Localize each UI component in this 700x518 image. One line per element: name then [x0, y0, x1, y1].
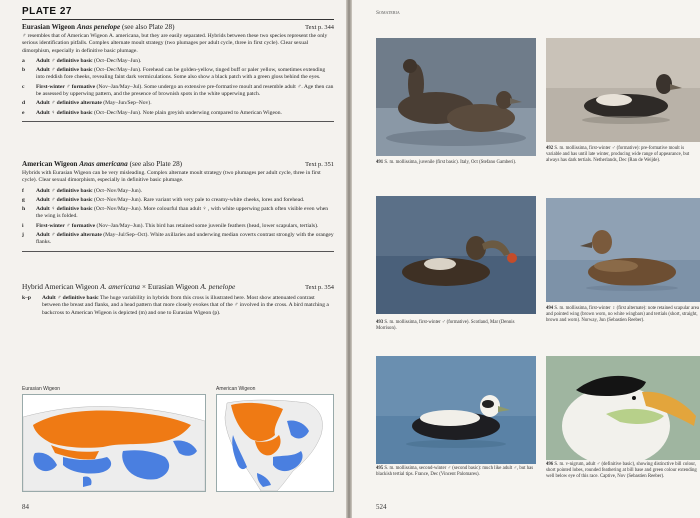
eider-photo-494 [546, 198, 700, 302]
caption-number: 491 [376, 160, 384, 165]
species-latin: Anas americana [79, 160, 128, 168]
map-label: Eurasian Wigeon [22, 386, 61, 392]
entry-list [22, 58, 334, 117]
title-rule [22, 19, 334, 20]
section-eurasian-wigeon [22, 23, 334, 122]
photo-491 [376, 38, 536, 156]
entry-item [22, 295, 334, 317]
entry-label: First-winter ♂ formative [36, 222, 96, 229]
entry-letter: j [22, 232, 24, 239]
species-latin: A. americana [100, 282, 141, 291]
map-eurasian-wigeon [22, 394, 206, 492]
entry-item [22, 58, 334, 65]
entry-label: Adult ♀ definitive basic [36, 109, 93, 116]
species-name-2: × Eurasian Wigeon [140, 282, 201, 291]
entry-letter: b [22, 67, 26, 74]
see-also: (see also Plate 28) [121, 23, 175, 31]
entry-label: Adult ♂ definitive basic [36, 57, 93, 64]
caption-text: S. m. mollissima, first-winter ♀ (first alternate): note retained scapular area and pointed wing (brown worn, no white wingbars) and tertials (short, straight, brown and worn). Norway, Jun (Sebastien Reeber). [546, 306, 700, 323]
see-also: (see also Plate 28) [129, 160, 183, 168]
species-name: Eurasian Wigeon [22, 23, 76, 31]
entry-label: First-winter ♂ formative [36, 83, 96, 90]
eider-photo-491 [376, 38, 536, 156]
entry-item [22, 67, 334, 82]
entry-text: (May–Jun/Sep–Nov). [103, 100, 152, 107]
entry-item [22, 206, 334, 221]
entry-text: (Oct–Dec/May–Jun). [93, 57, 142, 64]
entry-text: (Oct–Dec/May–Jun). Forehead can be golden-yellow, tinged buff or paler yellow, sometimes extending into reddish fore cheeks, revealing faint dark vermiculations. Some also show a black patch with a green gloss behind the eyes. [36, 67, 326, 81]
section-american-wigeon [22, 160, 334, 252]
caption-text: S. m. mollissima, first-winter ♂ (formative): pre-formative moult is variable and has until late winter, producing wide range of appearance, but always has dark tertials. Netherlands, Dec (Ran de Weijde). [546, 146, 690, 163]
eider-photo-495 [376, 356, 536, 464]
running-head: Somateria [376, 10, 400, 16]
entry-item [22, 223, 334, 230]
entry-letter: f [22, 187, 24, 194]
entry-letter: g [22, 196, 25, 203]
section-rule [22, 251, 334, 252]
caption-text: S. m. mollissima, first-winter ♂ (formative). Scotland, Mar (Dennis Morrison). [376, 320, 515, 331]
range-map-america [217, 395, 333, 491]
section-rule [22, 121, 334, 122]
entry-item [22, 84, 334, 99]
entry-letter: c [22, 83, 25, 90]
caption-text: S. m. v-nigrum, adult ♂ (definitive basic), showing distinctive bill colour, short pointed lobes, rounded feathering at bill base and green colour extending well below eye of this race. Captive, Nov (Sebastien Reeber). [546, 462, 697, 479]
map-american-wigeon [216, 394, 334, 492]
left-page [0, 0, 346, 518]
entry-letter: k–p [22, 295, 32, 301]
photo-493 [376, 196, 536, 314]
entry-letter: a [22, 57, 25, 64]
photo-494 [546, 198, 700, 302]
entry-text: (Oct–Nov/May–Jun). More colourful than adult ♀ , with white upperwing patch often visible even when the wing is folded. [36, 206, 329, 220]
photo-496 [546, 356, 700, 460]
section-intro: ♂ resembles that of American Wigeon A. americana, but they are easily separated. Hybrids between these two species represent the only serious identification pitfalls. Complex alternate moult strategy (two plumages per adult cycle, three in first cycle). Clear sexual dimorphism, especially in definitive basic plumage. [22, 33, 328, 54]
species-latin: Anas penelope [76, 23, 121, 31]
entry-text: (Oct–Nov/May–Jun). Rare variant with very pale to creamy-white cheeks, lores and forehead. [93, 196, 305, 203]
text-page-ref: Text p. 354 [305, 284, 334, 291]
page-number-left: 84 [22, 503, 29, 511]
entry-letter: h [22, 206, 26, 213]
section-heading [22, 282, 334, 292]
caption-493 [376, 320, 536, 332]
caption-number: 493 [376, 320, 384, 325]
species-name: American Wigeon [22, 160, 78, 168]
entry-label: Adult ♀ definitive basic [36, 206, 93, 213]
entry-item [22, 188, 334, 195]
caption-496 [546, 462, 700, 480]
eider-photo-496 [546, 356, 700, 460]
entry-item [22, 100, 334, 107]
entry-list [22, 295, 334, 317]
eider-photo-492 [546, 38, 700, 142]
entry-text: (Oct–Nov/May–Jun). [93, 187, 142, 194]
caption-text: S. m. mollissima, juvenile (first basic). Italy, Oct (Stefano Gamberi). [384, 160, 517, 165]
entry-letter: d [22, 100, 26, 107]
entry-text: (Nov–Jan/May–Jul). Some undergo an extensive pre-formative moult and resemble adult ♂. Age then can be assessed by upperwing pattern, and the presence of brownish spots in the white upperwing patch. [36, 83, 334, 98]
section-intro: Hybrids with Eurasian Wigeon can be very misleading. Complex alternate moult strategy (two plumages per adult cycle, three in first cycle). Clear sexual dimorphism, especially in definitive basic plumage. [22, 170, 321, 184]
plate-title: PLATE 27 [22, 6, 72, 17]
entry-item [22, 110, 334, 117]
photo-495 [376, 356, 536, 464]
page-number-right: 524 [376, 503, 387, 511]
caption-number: 494 [546, 306, 554, 311]
map-label: American Wigeon [216, 386, 256, 392]
caption-491 [376, 160, 536, 166]
entry-label: Adult ♂ definitive basic [42, 295, 99, 301]
section-heading [22, 23, 334, 32]
caption-text: S. m. mollissima, second-winter ♂ (second basic): much like adult ♂, but has blackish tertial tips. France, Dec (Vincent Palomares). [376, 466, 534, 477]
entry-label: Adult ♂ definitive alternate [36, 100, 102, 107]
entry-list [22, 188, 334, 247]
entry-label: Adult ♂ definitive basic [36, 187, 93, 194]
caption-495 [376, 466, 536, 478]
entry-text: The huge variability in hybrids from this cross is illustrated here. Most show attenuated contrast between the breast and flanks, and a head pattern that more closely evokes that of the ♂ involved in the cross. A bird matching a backcross to American Wigeon is depicted (m) and one to Eurasian Wigeon (p). [42, 295, 329, 316]
species-name: Hybrid American Wigeon [22, 282, 99, 291]
eider-photo-493 [376, 196, 536, 314]
entry-label: Adult ♂ definitive alternate [36, 232, 102, 239]
entry-label: Adult ♂ definitive basic [36, 67, 93, 74]
text-page-ref: Text p. 344 [305, 24, 334, 31]
caption-494 [546, 306, 700, 324]
text-page-ref: Text p. 351 [305, 161, 334, 168]
section-hybrid-wigeon [22, 282, 334, 319]
entry-text: (May–Jul/Sep–Oct). White axillaries and underwing median coverts contrast strongly with the orangey flanks. [36, 232, 334, 246]
entry-label: Adult ♂ definitive basic [36, 196, 93, 203]
species-latin-2: A. penelope [200, 282, 236, 291]
entry-letter: i [22, 222, 24, 229]
section-heading [22, 160, 334, 169]
caption-number: 495 [376, 466, 384, 471]
caption-number: 492 [546, 146, 554, 151]
caption-number: 496 [546, 462, 554, 467]
entry-text: (Nov–Jan/May–Jun). This bird has retained some juvenile feathers (head, lower scapulars, tertials). [96, 222, 319, 229]
photo-492 [546, 38, 700, 142]
caption-492 [546, 146, 700, 164]
entry-text: (Oct–Dec/May–Jun). Note plain greyish underwing compared to American Wigeon. [93, 109, 282, 116]
range-map-eurasia [23, 395, 205, 491]
entry-item [22, 232, 334, 247]
entry-letter: e [22, 109, 25, 116]
entry-item [22, 197, 334, 204]
